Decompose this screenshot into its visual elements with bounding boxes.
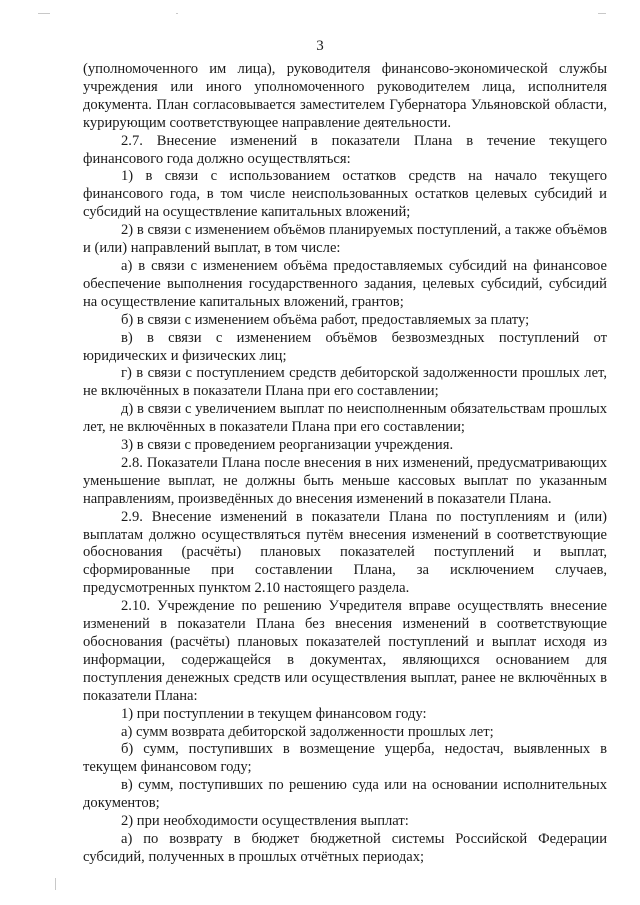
paragraph: 2.7. Внесение изменений в показатели Плана в течение текущего финансового года должно осуществляться: — [83, 132, 607, 167]
scan-mark — [176, 13, 178, 14]
paragraph: в) сумм, поступивших по решению суда или на основании исполнительных документов; — [83, 777, 607, 812]
paragraph: а) в связи с изменением объёма предоставляемых субсидий на финансовое обеспечение выполнения государственного задания, целевых субсидий, субсидий на осуществление капитальных вложений, грантов; — [83, 257, 607, 310]
paragraph: д) в связи с увеличением выплат по неисполненным обязательствам прошлых лет, не включённых в показатели Плана при его составлении; — [83, 401, 607, 436]
document-body — [83, 61, 607, 867]
scan-mark — [38, 13, 50, 14]
paragraph: 1) в связи с использованием остатков средств на начало текущего финансового года, в том числе неиспользованных остатков целевых субсидий и субсидий на осуществление капитальных вложений; — [83, 168, 607, 221]
scan-mark — [598, 13, 606, 14]
paragraph: (уполномоченного им лица), руководителя финансово-экономической службы учреждения или иного уполномоченного руководителем лица, исполнителя документа. План согласовывается заместителем Губернатора Ульяновской области, курирующим соответствующее направление деятельности. — [83, 61, 607, 131]
paragraph: 2) при необходимости осуществления выплат: — [121, 813, 409, 830]
paragraph: б) в связи с изменением объёма работ, предоставляемых за плату; — [121, 311, 530, 328]
paragraph: в) в связи с изменением объёмов безвозмездных поступлений от юридических и физических лиц; — [83, 329, 607, 364]
paragraph: 2.8. Показатели Плана после внесения в них изменений, предусматривающих уменьшение выплат, не должны быть меньше кассовых выплат по указанным направлениям, произведённых до внесения изменений в показатели Плана. — [83, 454, 607, 507]
paragraph: 2.10. Учреждение по решению Учредителя вправе осуществлять внесение изменений в показатели Плана без внесения изменений в соответствующие обоснования (расчёты) плановых показателей поступлений и выплат исходя из информации, содержащейся в документах, являющихся основанием для поступления денежных средств или осуществления выплат, ранее не включённых в показатели Плана: — [83, 598, 607, 704]
paragraph: 3) в связи с проведением реорганизации учреждения. — [121, 437, 454, 454]
page-number: 3 — [316, 38, 324, 54]
scan-mark — [55, 878, 56, 890]
paragraph: 2.9. Внесение изменений в показатели Плана по поступлениям и (или) выплатам должно осуществляться путём внесения изменений в соответствующие обоснования (расчёты) плановых показателей поступлений и выплат, сформированные при составлении Плана, за исключением случаев, предусмотренных пунктом 2.10 настоящего раздела. — [83, 508, 607, 597]
paragraph: а) сумм возврата дебиторской задолженности прошлых лет; — [121, 723, 494, 740]
paragraph: г) в связи с поступлением средств дебиторской задолженности прошлых лет, не включённых в показатели Плана при его составлении; — [83, 365, 607, 400]
paragraph: 2) в связи с изменением объёмов планируемых поступлений, а также объёмов и (или) направлений выплат, в том числе: — [83, 222, 607, 257]
paragraph: а) по возврату в бюджет бюджетной системы Российской Федерации субсидий, полученных в прошлых отчётных периодах; — [83, 830, 607, 865]
paragraph: 1) при поступлении в текущем финансовом году: — [121, 705, 427, 722]
paragraph: б) сумм, поступивших в возмещение ущерба, недостач, выявленных в текущем финансовом году; — [83, 741, 607, 776]
